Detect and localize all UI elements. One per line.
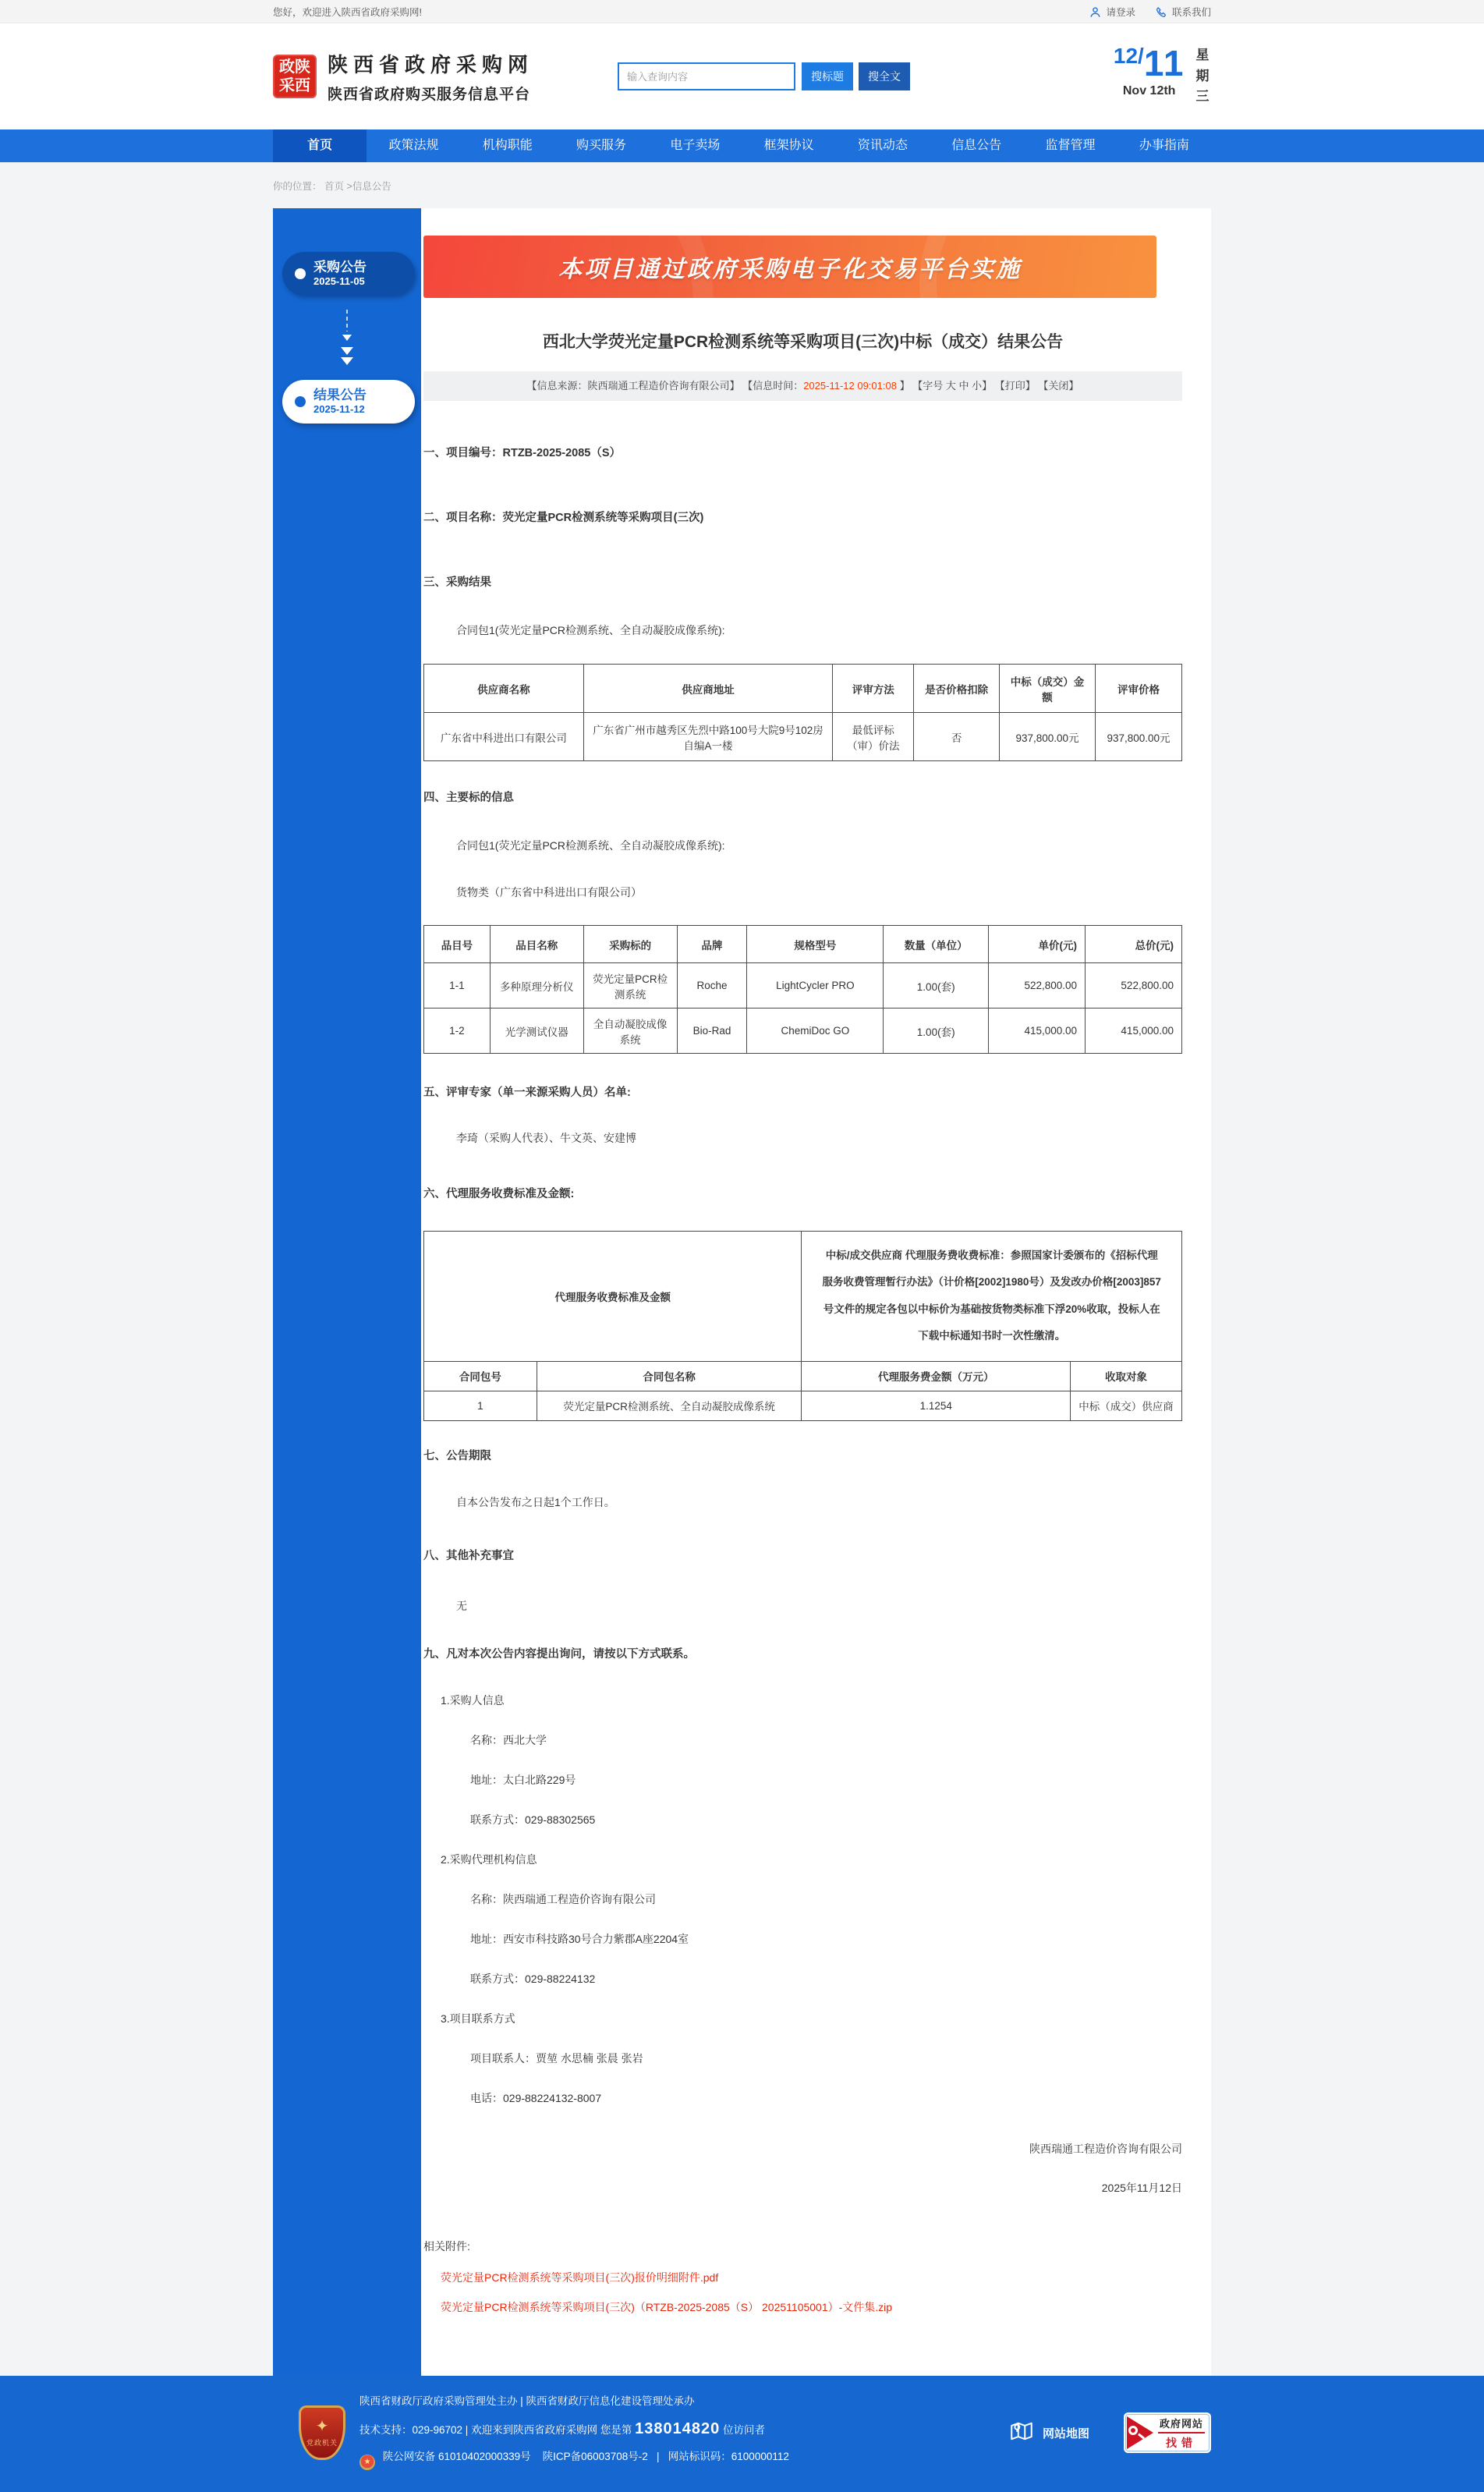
table-cell: 937,800.00元 [1000, 713, 1096, 761]
section-6-heading: 六、代理服务收费标准及金额: [423, 1188, 575, 1200]
table-cell: 光学测试仪器 [490, 1008, 583, 1054]
table-row [424, 1391, 1182, 1420]
page-title: 西北大学荧光定量PCR检测系统等采购项目(三次)中标（成交）结果公告 [542, 333, 1064, 351]
visitor-count: 138014820 [635, 2420, 721, 2438]
column-header: 合同包号 [424, 1361, 537, 1391]
table-row [424, 963, 1182, 1008]
table-row [424, 1008, 1182, 1054]
table-cell: 否 [914, 713, 1000, 761]
category-line: 货物类（广东省中科进出口有限公司） [456, 886, 642, 899]
column-header: 品目号 [424, 926, 491, 963]
table-cell: 1.00(套) [884, 963, 989, 1008]
site-code: 网站标识码：6100000112 [668, 2451, 789, 2463]
column-header: 是否价格扣除 [914, 665, 1000, 713]
column-header: 代理服务费金额（万元） [802, 1361, 1071, 1391]
gov-site-error-report-badge[interactable] [1124, 2412, 1211, 2453]
column-header: 品目名称 [490, 926, 583, 963]
contact-label: 联系我们 [1171, 7, 1211, 18]
error-badge-subtitle: 找错 [1166, 2436, 1197, 2449]
attachment-link-pdf[interactable]: 荧光定量PCR检测系统等采购项目(三次)报价明细附件.pdf [441, 2270, 719, 2284]
table-cell: Bio-Rad [677, 1008, 747, 1054]
items-table [423, 925, 1182, 1054]
meta-time-prefix: 【信息时间： [742, 380, 804, 392]
column-header: 评审价格 [1096, 665, 1182, 713]
sidebar-item-purchase-announcement[interactable] [282, 252, 415, 296]
attachments-label: 相关附件: [423, 2239, 470, 2253]
section-7-text: 自本公告发布之日起1个工作日。 [456, 1495, 615, 1508]
icp-beian-link[interactable]: 陕ICP备06003708号-2 [542, 2451, 648, 2463]
seal-row-2: 采西 [279, 77, 310, 94]
sitemap-label: 网站地图 [1042, 2426, 1089, 2441]
column-header: 评审方法 [833, 665, 914, 713]
table-cell: ChemiDoc GO [747, 1008, 884, 1054]
package-line: 合同包1(荧光定量PCR检测系统、全自动凝胶成像系统): [456, 624, 725, 636]
breadcrumb-current[interactable]: 信息公告 [352, 181, 391, 192]
shield-star-icon: ✦ [315, 2417, 329, 2435]
footer-organizer-line: 陕西省财政厅政府采购管理处主办 | 陕西省财政厅信息化建设管理处承办 [359, 2395, 695, 2407]
table-cell: 多种原理分析仪 [490, 963, 583, 1008]
result-table [423, 664, 1182, 761]
section-5-heading: 五、评审专家（单一来源采购人员）名单: [423, 1086, 631, 1099]
table-cell: 荧光定量PCR检测系统 [583, 963, 677, 1008]
font-size-medium-button[interactable]: 中 [958, 380, 969, 392]
topbar [0, 0, 1484, 23]
meta-time-suffix: 】 [896, 380, 910, 392]
meta-bar [423, 371, 1182, 401]
table-cell: 全自动凝胶成像系统 [583, 1008, 677, 1054]
table-cell: 1.00(套) [884, 1008, 989, 1054]
login-link[interactable] [1089, 5, 1135, 19]
nav-item-supervision[interactable]: 监督管理 [1045, 139, 1096, 152]
section-4-heading: 四、主要标的信息 [423, 792, 514, 804]
breadcrumb-home[interactable]: 首页 [324, 181, 345, 192]
meta-font-close: 】 [982, 380, 993, 392]
step-dot-icon [295, 396, 306, 407]
section-9-heading: 九、凡对本次公告内容提出询问，请按以下方式联系。 [423, 1647, 695, 1661]
table-cell: 1 [424, 1391, 537, 1420]
print-button[interactable]: 【打印】 [994, 380, 1036, 392]
support-text: 技术支持：029-96702 | 欢迎来到陕西省政府采购网 您是第 [359, 2424, 636, 2437]
table-cell: 1.1254 [802, 1391, 1071, 1420]
signature-date: 2025年11月12日 [1101, 2181, 1182, 2194]
table-cell: 522,800.00 [1086, 963, 1182, 1008]
date-month: 12/ [1113, 44, 1144, 69]
table-cell: Roche [677, 963, 747, 1008]
site-subtitle: 陕西省政府购买服务信息平台 [328, 87, 531, 103]
site-footer [0, 2376, 1484, 2492]
contact-line: 联系方式：029-88302565 [470, 1813, 596, 1826]
site-logo[interactable] [273, 49, 533, 104]
column-header: 规格型号 [747, 926, 884, 963]
breadcrumb [273, 162, 1211, 208]
sitemap-link[interactable] [1008, 2418, 1089, 2448]
nav-item-news[interactable]: 资讯动态 [857, 139, 908, 152]
welcome-text: 您好，欢迎进入陕西省政府采购网! [273, 7, 422, 18]
table-cell: 中标/成交供应商 代理服务费收费标准：参照国家计委颁布的《招标代理服务收费管理暂行办法》（计价格[2002]1980号）及发改办价格[2003]857号文件的规定各包以中标价为基础按货物类标准下浮20%收取，投标人在下载中标通知书时一次性缴清。 [802, 1232, 1182, 1362]
nav-item-policy[interactable]: 政策法规 [388, 139, 439, 152]
search-fulltext-button[interactable]: 搜全文 [859, 62, 910, 90]
beian-separator: | [657, 2451, 660, 2463]
table-cell: 中标（成交）供应商 [1071, 1391, 1182, 1420]
column-header: 供应商名称 [424, 665, 584, 713]
close-button[interactable]: 【关闭】 [1038, 380, 1079, 392]
table-cell: 937,800.00元 [1096, 713, 1182, 761]
announcement-content [421, 208, 1211, 2376]
support-text-suffix: 位访问者 [720, 2424, 765, 2437]
step-date: 2025-11-05 [313, 275, 365, 288]
weekday-label: 星期三 [1195, 48, 1210, 105]
national-emblem-icon: ★ [359, 2455, 375, 2470]
login-label: 请登录 [1106, 7, 1135, 18]
shield-label: 党政机关 [306, 2438, 338, 2447]
attachment-link-zip[interactable]: 荧光定量PCR检测系统等采购项目(三次)（RTZB-2025-2085（S） 20251105001）-文件集.zip [441, 2300, 893, 2313]
column-header: 采购标的 [583, 926, 677, 963]
main-nav [0, 129, 1484, 162]
step-date: 2025-11-12 [313, 403, 365, 416]
step-title: 结果公告 [313, 388, 367, 403]
section-2-heading: 二、项目名称：荧光定量PCR检测系统等采购项目(三次) [423, 512, 704, 524]
agency-fee-table [423, 1231, 1182, 1421]
contact-line: 地址：西安市科技路30号合力紫郡A座2204室 [470, 1932, 689, 1945]
section-8-text: 无 [456, 1599, 467, 1612]
section-3-heading: 三、采购结果 [423, 576, 491, 589]
breadcrumb-label: 你的位置： [273, 181, 322, 192]
table-cell: 代理服务收费标准及金额 [424, 1232, 802, 1362]
table-cell: LightCycler PRO [747, 963, 884, 1008]
meta-source: 【信息来源：陕西瑞通工程造价咨询有限公司】 [526, 380, 740, 392]
search-title-button[interactable]: 搜标题 [802, 62, 853, 90]
table-cell: 522,800.00 [989, 963, 1086, 1008]
nav-item-guide[interactable]: 办事指南 [1139, 139, 1189, 152]
seal-row-1: 政陕 [279, 58, 310, 76]
column-header: 总价(元) [1086, 926, 1182, 963]
contact-line: 2.采购代理机构信息 [441, 1852, 537, 1866]
map-icon [1008, 2418, 1035, 2448]
site-title: 陕西省政府采购网 [328, 53, 534, 76]
signature-company: 陕西瑞通工程造价咨询有限公司 [1029, 2142, 1182, 2155]
nav-item-home[interactable]: 首页 [273, 129, 367, 162]
expert-names: 李琦（采购人代表）、牛文英、安建博 [456, 1132, 636, 1144]
font-size-small-button[interactable]: 小 [972, 380, 983, 392]
date-widget [1114, 45, 1211, 107]
section-8-heading: 八、其他补充事宜 [423, 1549, 514, 1562]
nav-item-functions[interactable]: 机构职能 [482, 139, 533, 152]
table-cell: 最低评标（审）价法 [833, 713, 914, 761]
site-header [0, 23, 1484, 129]
contact-line: 联系方式：029-88224132 [470, 1972, 596, 1985]
banner-text: 本项目通过政府采购电子化交易平台实施 [558, 257, 1022, 282]
contact-line: 1.采购人信息 [441, 1693, 505, 1707]
contact-line: 项目联系人：贾堃 水思楠 张晨 张岩 [470, 2051, 643, 2065]
contact-line: 名称：西北大学 [470, 1733, 547, 1746]
table-cell: 415,000.00 [1086, 1008, 1182, 1054]
meta-time-value: 2025-11-12 09:01:08 [803, 380, 897, 392]
section-1-heading: 一、项目编号：RTZB-2025-2085（S） [423, 447, 621, 459]
phone-icon [1156, 6, 1167, 18]
party-government-shield-icon [299, 2405, 345, 2460]
section-7-heading: 七、公告期限 [423, 1449, 491, 1462]
nav-item-framework[interactable]: 框架协议 [763, 139, 814, 152]
date-day: 11 [1143, 43, 1185, 84]
column-header: 收取对象 [1071, 1361, 1182, 1391]
table-cell: 荧光定量PCR检测系统、全自动凝胶成像系统 [537, 1391, 802, 1420]
eprocurement-banner [423, 236, 1156, 298]
column-header: 数量（单位） [884, 926, 989, 963]
step-arrow-down-icon [273, 296, 421, 380]
sidebar-item-result-announcement[interactable] [282, 380, 415, 424]
nav-item-e-market[interactable]: 电子卖场 [670, 139, 721, 152]
footer-support-line [359, 2421, 789, 2437]
font-size-large-button[interactable]: 大 [945, 380, 956, 392]
breadcrumb-separator: > [346, 181, 352, 192]
meta-font-label: 【字号 [912, 380, 944, 392]
process-sidebar [273, 208, 421, 2376]
contact-link[interactable] [1156, 5, 1211, 19]
table-cell: 广东省广州市越秀区先烈中路100号大院9号102房自编A一楼 [583, 713, 833, 761]
column-header: 品牌 [677, 926, 747, 963]
error-badge-title: 政府网站 [1158, 2416, 1205, 2434]
step-dot-icon [295, 268, 306, 279]
column-header: 单价(元) [989, 926, 1086, 963]
table-cell: 广东省中科进出口有限公司 [424, 713, 584, 761]
column-header: 供应商地址 [583, 665, 833, 713]
date-english: Nov 12th [1122, 84, 1176, 98]
magnifier-icon [1127, 2416, 1153, 2449]
column-header: 中标（成交）金额 [1000, 665, 1096, 713]
search-input[interactable] [618, 62, 795, 90]
contact-line: 名称：陕西瑞通工程造价咨询有限公司 [470, 1892, 656, 1905]
table-cell: 1-1 [424, 963, 491, 1008]
contact-line: 电话：029-88224132-8007 [470, 2091, 602, 2104]
public-security-beian-link[interactable]: 陕公网安备 61010402000339号 [382, 2451, 531, 2463]
package-line: 合同包1(荧光定量PCR检测系统、全自动凝胶成像系统): [456, 839, 725, 852]
nav-item-purchase-service[interactable]: 购买服务 [576, 139, 627, 152]
footer-beian-line [359, 2451, 789, 2470]
seal-logo-icon [273, 55, 317, 98]
contact-line: 地址：太白北路229号 [470, 1773, 576, 1786]
nav-item-announcements[interactable]: 信息公告 [951, 139, 1002, 152]
step-title: 采购公告 [313, 260, 367, 275]
user-icon [1089, 6, 1101, 18]
contact-line: 3.项目联系方式 [441, 2012, 515, 2025]
column-header: 合同包名称 [537, 1361, 802, 1391]
table-cell: 1-2 [424, 1008, 491, 1054]
table-row [424, 713, 1182, 761]
table-cell: 415,000.00 [989, 1008, 1086, 1054]
